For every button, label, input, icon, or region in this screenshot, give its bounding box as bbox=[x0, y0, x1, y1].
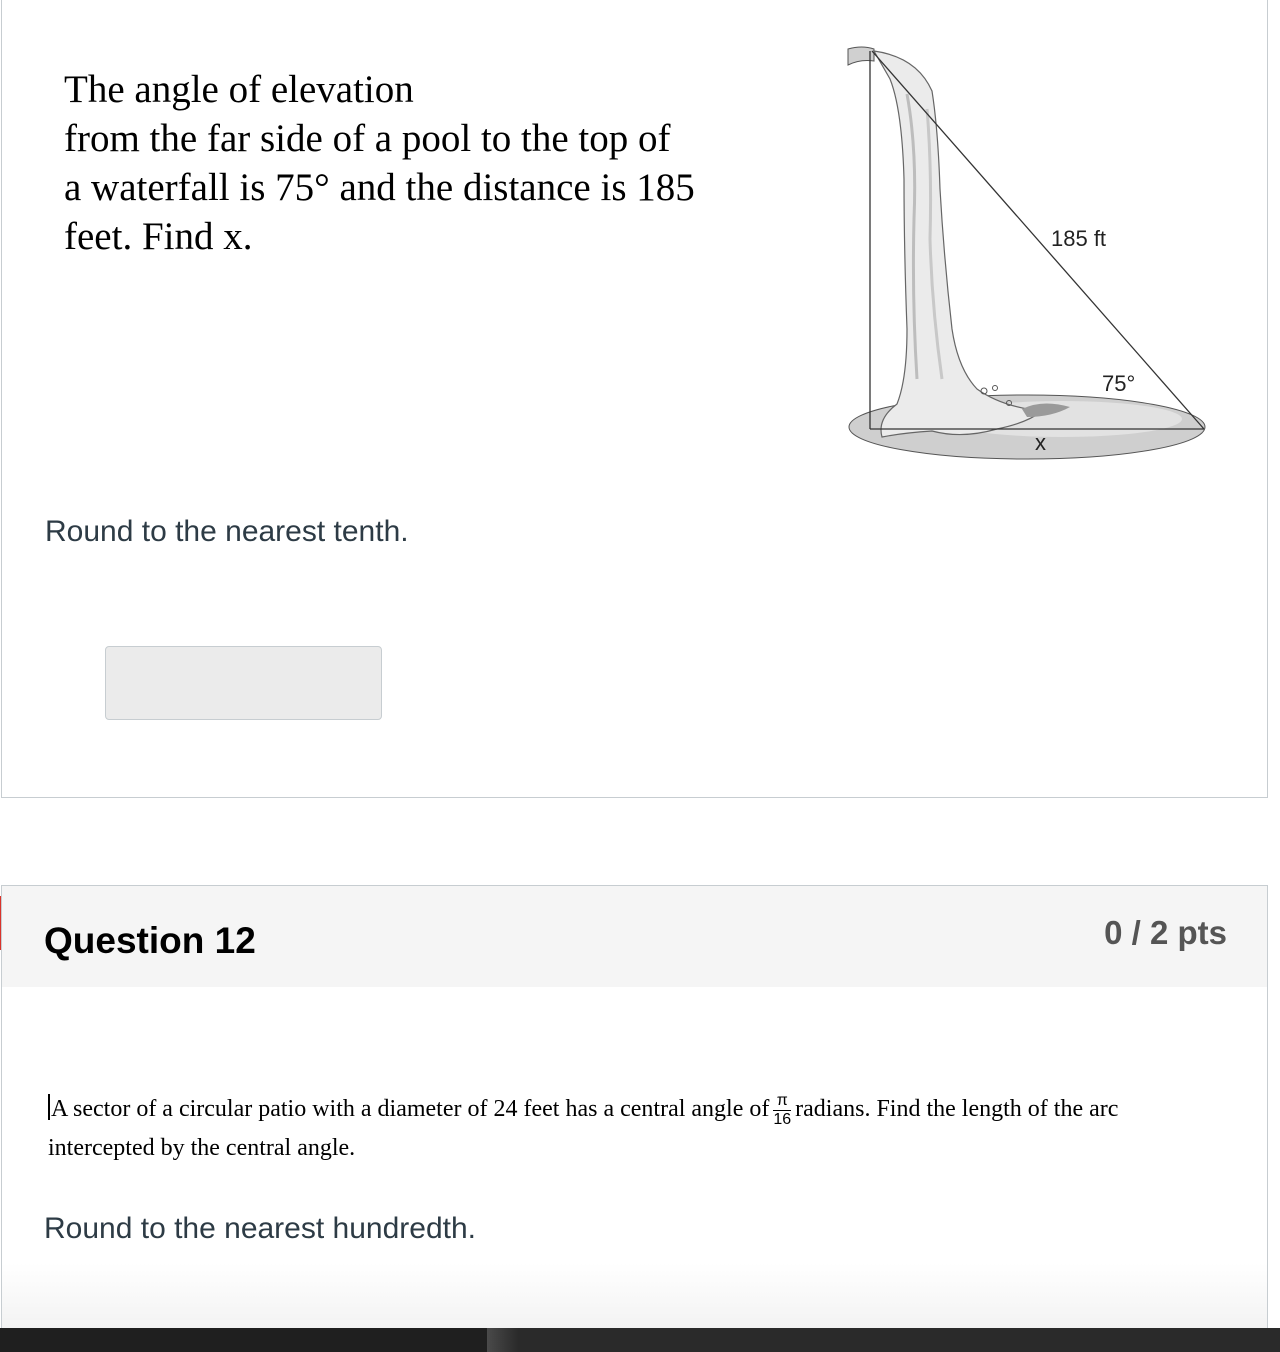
fraction-numerator: π bbox=[773, 1092, 791, 1111]
question-points: 0 / 2 pts bbox=[1104, 914, 1227, 951]
fraction-denominator: 16 bbox=[773, 1110, 792, 1128]
problem-text bbox=[64, 65, 764, 261]
question-title: Question 12 bbox=[44, 920, 256, 961]
question-body bbox=[1, 987, 1268, 1332]
question-text bbox=[48, 1090, 1228, 1167]
taskbar bbox=[0, 1328, 1280, 1352]
answer-input[interactable] bbox=[105, 646, 382, 720]
problem-line: from the far side of a pool to the top of bbox=[64, 117, 671, 160]
problem-line: a waterfall is 75° and the distance is 185 bbox=[64, 166, 695, 209]
waterfall-shape bbox=[874, 51, 1042, 437]
text-cursor bbox=[48, 1094, 50, 1120]
taskbar-segment bbox=[487, 1328, 1280, 1352]
hypotenuse-label: 185 ft bbox=[1051, 226, 1107, 251]
round-instruction: Round to the nearest hundredth. bbox=[44, 1212, 476, 1245]
round-instruction: Round to the nearest tenth. bbox=[45, 515, 409, 548]
base-label: x bbox=[1035, 430, 1046, 455]
problem-line: feet. Find x. bbox=[64, 215, 253, 258]
waterfall-figure bbox=[842, 39, 1222, 469]
question-text-part2: radians. Find the length of the arc bbox=[795, 1096, 1119, 1122]
question-text-part1: A sector of a circular patio with a diameter of 24 feet has a central angle of bbox=[51, 1096, 770, 1122]
question-11-card bbox=[1, 0, 1268, 798]
question-text-line2: intercepted by the central angle. bbox=[48, 1134, 356, 1161]
problem-line: The angle of elevation bbox=[64, 68, 414, 111]
question-header bbox=[1, 885, 1268, 988]
pi-over-16-fraction bbox=[773, 1092, 791, 1129]
angle-label: 75° bbox=[1102, 371, 1136, 396]
